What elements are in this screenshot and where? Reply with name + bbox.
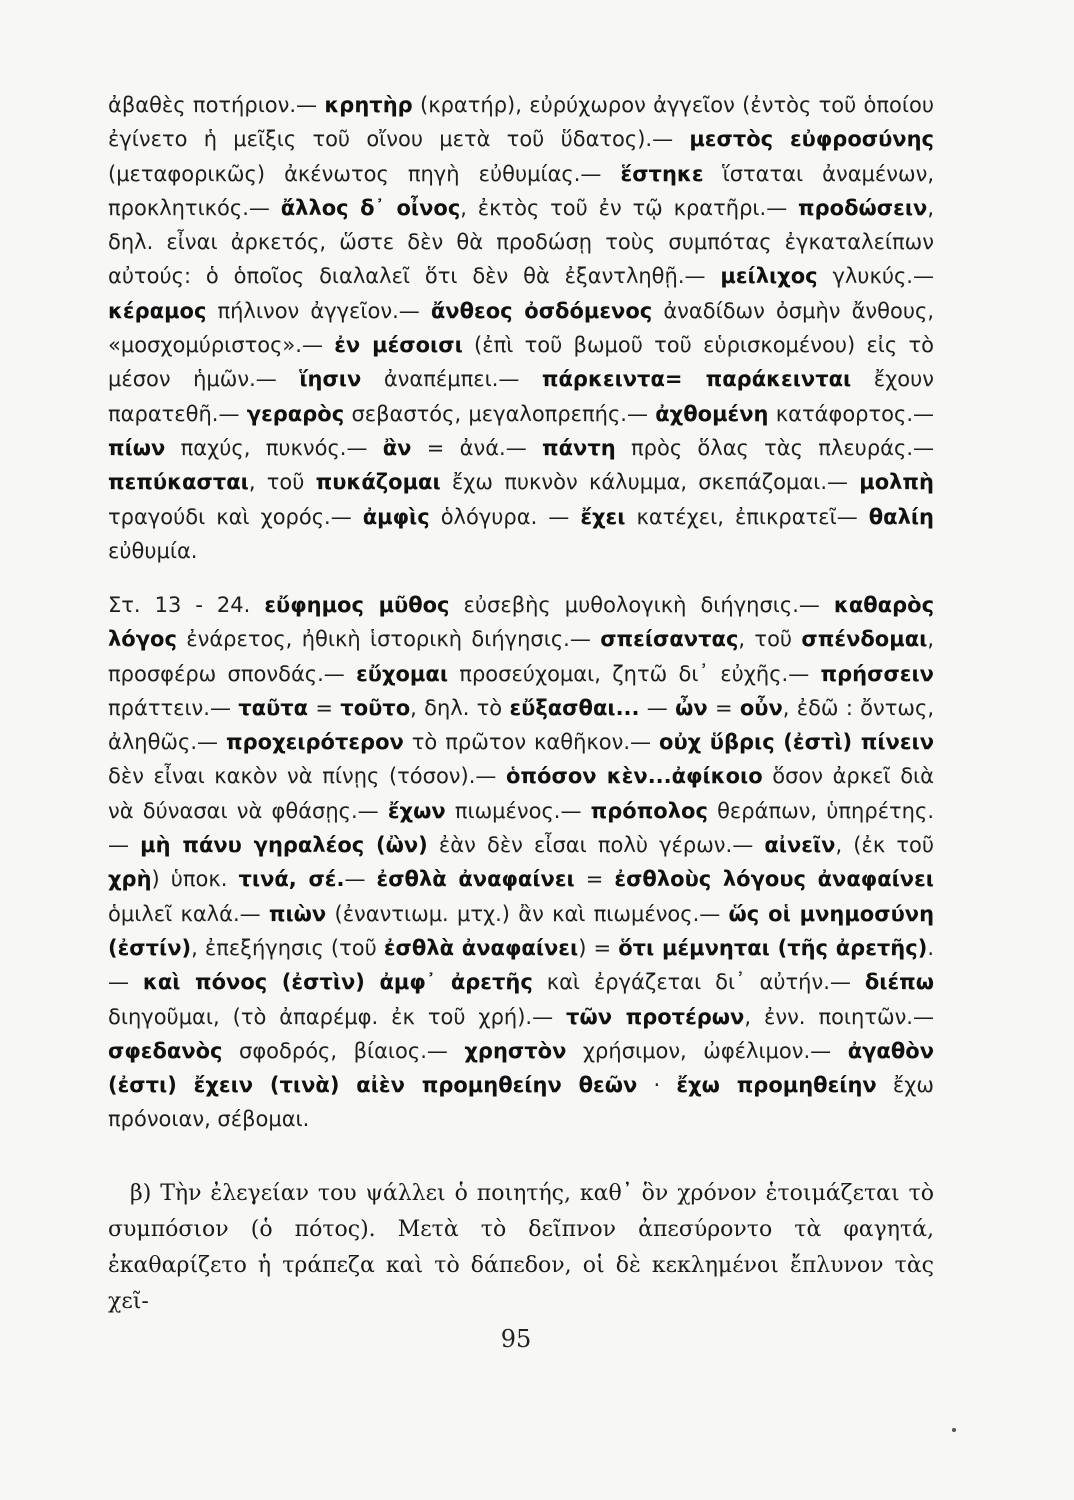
gloss-text: παχύς, πυκνός.— bbox=[165, 435, 383, 460]
headword: καθαρὸς λόγος bbox=[108, 593, 935, 652]
gloss-text: · bbox=[637, 1073, 677, 1098]
headword: ἐσθλὰ ἀναφαίνει bbox=[376, 867, 575, 892]
gloss-text: — bbox=[639, 695, 676, 720]
headword: προχειρότερον bbox=[226, 730, 404, 755]
headword: ἐσθλὰ ἀναφαίνει bbox=[383, 935, 579, 960]
headword: εὔχομαι bbox=[356, 661, 448, 686]
headword: κέραμος bbox=[108, 298, 207, 323]
gloss-text: εὐθυμία. bbox=[108, 538, 198, 563]
gloss-text: , τοῦ bbox=[738, 627, 802, 652]
glossary-paragraph-1 bbox=[108, 88, 934, 568]
gloss-text: (ἐναντιωμ. μτχ.) ἂν καὶ πιωμένος.— bbox=[326, 901, 729, 926]
gloss-text: ) = bbox=[578, 935, 619, 960]
headword: σπείσαντας bbox=[600, 627, 739, 652]
headword: θαλίη bbox=[868, 504, 934, 529]
gloss-text: (ἐπὶ τοῦ βωμοῦ τοῦ εὑρισκομένου) εἰς τὸ μέσον ἡμῶν.— bbox=[108, 333, 935, 392]
gloss-text: , προσφέρω σπονδάς.— bbox=[108, 627, 934, 686]
headword: ὁπόσον κὲν...ἀφίκοιο bbox=[506, 764, 763, 789]
gloss-text: ἔχω πρόνοιαν, σέβομαι. bbox=[108, 1073, 934, 1132]
headword: μολπὴ bbox=[859, 470, 934, 495]
headword: ὅτι μέμνηται (τῆς ἀρετῆς) bbox=[618, 935, 928, 960]
gloss-text: .— bbox=[108, 935, 934, 995]
headword: τοῦτο bbox=[340, 695, 411, 720]
headword: ἀγαθὸν (ἐστι) ἔχειν (τινὰ) αἰὲν προμηθείην θεῶν bbox=[108, 1038, 935, 1098]
gloss-text: , τοῦ bbox=[248, 470, 316, 495]
headword: ἔχω προμηθείην bbox=[676, 1073, 877, 1098]
headword: οὐχ ὕβρις (ἐστὶ) πίνειν bbox=[659, 730, 934, 755]
gloss-text: — bbox=[344, 867, 377, 892]
gloss-text: δὲν εἶναι κακὸν νὰ πίνῃς (τόσον).— bbox=[108, 764, 506, 789]
headword: ταῦτα bbox=[238, 695, 309, 720]
commentary-paragraph: β) Τὴν ἐλεγείαν του ψάλλει ὁ ποιητής, καθ᾽ ὃν χρόνον ἑτοιμάζεται τὸ συμπόσιον (ὁ πότος). Μετὰ τὸ δεῖπνον ἀπεσύροντο τὰ φαγητά, ἐκαθαρίζετο ἡ τράπεζα καὶ τὸ δάπεδον, οἱ δὲ κεκλημένοι ἔπλυνον τὰς χεῖ- bbox=[108, 1181, 934, 1314]
headword: τινά, σέ. bbox=[238, 867, 345, 892]
headword: χρηστὸν bbox=[464, 1038, 567, 1063]
gloss-text: πράττειν.— bbox=[108, 695, 239, 720]
headword: αἰνεῖν bbox=[764, 833, 836, 858]
gloss-text: κατέχει, ἐπικρατεῖ— bbox=[625, 504, 869, 529]
headword: πρόπολος bbox=[590, 798, 708, 823]
gloss-text: τὸ πρῶτον καθῆκον.— bbox=[403, 730, 660, 755]
gloss-text: = bbox=[574, 867, 615, 892]
headword: ὥς οἱ μνημοσύνη (ἐστίν) bbox=[108, 901, 935, 960]
gloss-text: καὶ ἐργάζεται δι᾽ αὐτήν.— bbox=[532, 970, 865, 995]
gloss-text: θεράπων, ὑπηρέτης.— bbox=[108, 798, 934, 858]
headword: τῶν προτέρων bbox=[566, 1004, 745, 1029]
gloss-text: σφοδρός, βίαιος.— bbox=[222, 1038, 465, 1063]
headword: ἐσθλοὺς λόγους ἀναφαίνει bbox=[614, 867, 934, 892]
headword: μὴ πάνυ γηραλέος (ὢν) bbox=[140, 833, 428, 858]
gloss-text: (κρατήρ), εὐρύχωρον ἀγγεῖον (ἐντὸς τοῦ ὁποίου ἐγίνετο ἡ μεῖξις τοῦ οἴνου μετὰ τοῦ ὕδατος).— bbox=[108, 93, 934, 152]
gloss-text: , ἐνν. ποιητῶν.— bbox=[744, 1004, 934, 1029]
gloss-text: σεβαστός, μεγαλοπρεπής.— bbox=[344, 401, 656, 426]
headword: ἔχων bbox=[387, 798, 446, 823]
gloss-text: , δηλ. τὸ bbox=[410, 695, 510, 720]
headword: σφεδανὸς bbox=[108, 1038, 223, 1063]
gloss-text: Στ. 13 - 24. bbox=[108, 593, 265, 617]
headword: προδώσειν bbox=[798, 195, 928, 220]
headword: πεπύκασται bbox=[108, 470, 249, 495]
gloss-text: , ἐκτὸς τοῦ ἐν τῷ κρατῆρι.— bbox=[460, 195, 799, 220]
headword: πυκάζομαι bbox=[315, 470, 441, 495]
gloss-text: προσεύχομαι, ζητῶ δι᾽ εὐχῆς.— bbox=[448, 661, 821, 686]
gloss-text: ὁμιλεῖ καλά.— bbox=[108, 901, 269, 926]
headword: ἵησιν bbox=[299, 367, 362, 392]
headword: ἄνθεος ὀσδόμενος bbox=[430, 298, 653, 323]
headword: πιὼν bbox=[268, 901, 327, 926]
headword: ἕστηκε bbox=[620, 161, 704, 186]
headword: ἀμφὶς bbox=[362, 504, 430, 529]
headword: πίων bbox=[108, 435, 166, 460]
gloss-text: ὅσον ἀρκεῖ διὰ νὰ δύνασαι νὰ φθάσῃς.— bbox=[108, 764, 934, 823]
headword: ἄλλος δ᾽ οἶνος bbox=[280, 195, 461, 220]
gloss-text: πρὸς ὅλας τὰς πλευράς.— bbox=[615, 435, 934, 460]
headword: χρὴ bbox=[108, 867, 152, 892]
gloss-text: ἵσταται ἀναμένων, προκλητικός.— bbox=[108, 161, 934, 220]
headword: μείλιχος bbox=[720, 264, 818, 289]
headword: πάντη bbox=[542, 435, 616, 460]
gloss-text: κατάφορτος.— bbox=[768, 401, 934, 426]
gloss-text: ἀναπέμπει.— bbox=[361, 367, 542, 392]
gloss-text: (μεταφορικῶς) ἀκένωτος πηγὴ εὐθυμίας.— bbox=[108, 161, 621, 186]
headword: καὶ πόνος (ἐστὶν) ἀμφ᾽ ἀρετῆς bbox=[142, 970, 533, 995]
glossary-paragraph-2 bbox=[108, 588, 934, 1137]
gloss-text: διηγοῦμαι, (τὸ ἀπαρέμφ. ἐκ τοῦ χρή).— bbox=[108, 1004, 567, 1029]
gloss-text: ἀβαθὲς ποτήριον.— bbox=[108, 93, 325, 117]
gloss-text: τραγούδι καὶ χορός.— bbox=[108, 504, 363, 529]
headword: κρητὴρ bbox=[324, 93, 413, 117]
gloss-text: ἔχω πυκνὸν κάλυμμα, σκεπάζομαι.— bbox=[440, 470, 860, 495]
gloss-text: , ἐδῶ : ὄντως, ἀληθῶς.— bbox=[108, 695, 934, 755]
headword: ἀχθομένη bbox=[655, 401, 769, 426]
gloss-text: ἔχουν παρατεθῆ.— bbox=[108, 367, 934, 426]
gloss-text: = bbox=[308, 695, 341, 720]
headword: μεστὸς εὐφροσύνης bbox=[689, 127, 934, 152]
gloss-text: ἐνάρετος, ἠθικὴ ἱστορικὴ διήγησις.— bbox=[176, 627, 601, 652]
print-speck bbox=[952, 1428, 956, 1432]
headword: πάρκειντα= παράκεινται bbox=[541, 367, 852, 392]
headword: σπένδομαι bbox=[801, 627, 928, 652]
headword: εὔξασθαι... bbox=[509, 695, 640, 720]
gloss-text: ὁλόγυρα. — bbox=[429, 504, 581, 529]
headword: πρήσσειν bbox=[820, 661, 934, 686]
headword: ἂν bbox=[382, 435, 412, 460]
headword: ἐν μέσοισι bbox=[334, 333, 463, 358]
gloss-text: εὐσεβὴς μυθολογικὴ διήγησις.— bbox=[449, 593, 834, 617]
page-number: 95 bbox=[500, 1325, 532, 1353]
gloss-text: ) ὑποκ. bbox=[151, 867, 239, 892]
headword: εὔφημος μῦθος bbox=[264, 593, 450, 617]
headword: γεραρὸς bbox=[246, 401, 345, 426]
gloss-text: , δηλ. εἶναι ἀρκετός, ὥστε δὲν θὰ προδώσῃ τοὺς συμπότας ἐγκαταλείπων αὐτούς: ὁ ὁποῖος διαλαλεῖ ὅτι δὲν θὰ ἐξαντληθῇ.— bbox=[108, 195, 934, 289]
headword: ἔχει bbox=[580, 504, 626, 529]
headword: διέπω bbox=[864, 970, 934, 995]
headword: οὖν bbox=[739, 695, 783, 720]
gloss-text: γλυκύς.— bbox=[817, 264, 934, 289]
gloss-text: πήλινον ἀγγεῖον.— bbox=[206, 298, 431, 323]
gloss-text: πιωμένος.— bbox=[445, 798, 591, 823]
gloss-text: , (ἐκ τοῦ bbox=[835, 833, 934, 858]
gloss-text: ἐὰν δὲν εἶσαι πολὺ γέρων.— bbox=[427, 833, 765, 858]
gloss-text: χρήσιμον, ὠφέλιμον.— bbox=[566, 1038, 848, 1063]
gloss-text: = ἀνά.— bbox=[411, 435, 543, 460]
headword: ὦν bbox=[675, 695, 708, 720]
gloss-text: = bbox=[707, 695, 740, 720]
gloss-text: ἀναδίδων ὀσμὴν ἄνθους, «μοσχομύριστος».— bbox=[108, 298, 934, 358]
gloss-text: , ἐπεξήγησις (τοῦ bbox=[191, 935, 384, 960]
